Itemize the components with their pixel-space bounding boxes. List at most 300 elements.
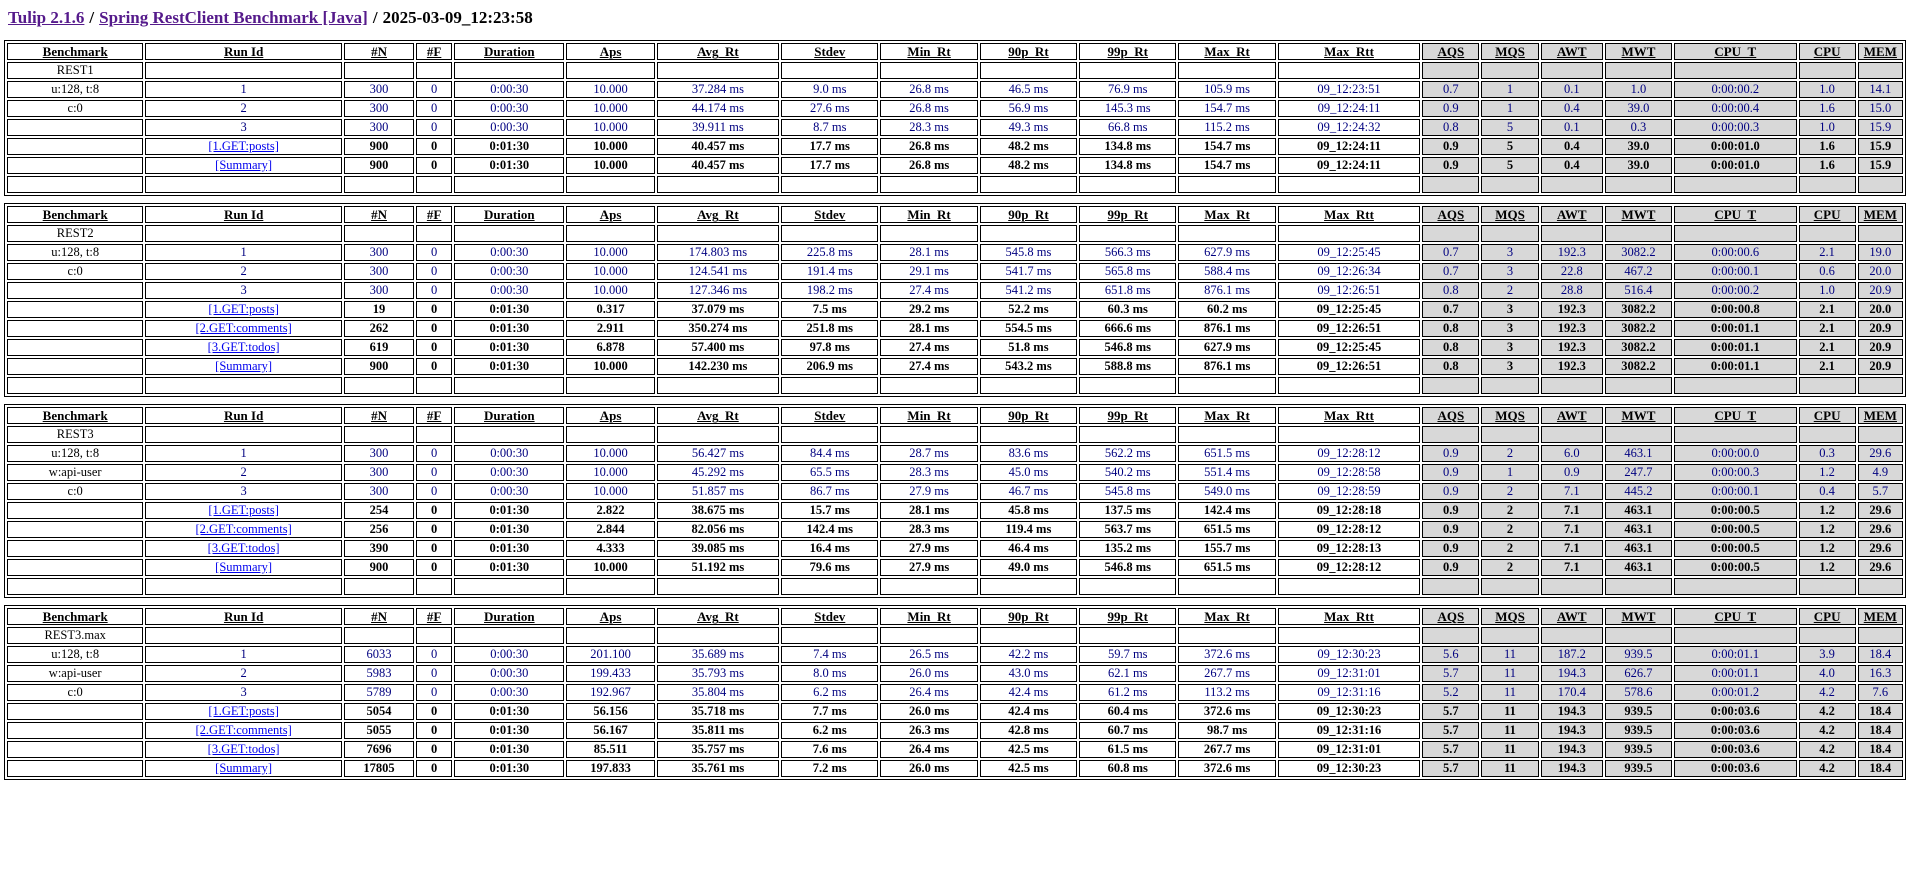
empty-cell [416, 426, 452, 443]
max-rtt-cell: 09_12:25:45 [1278, 301, 1420, 318]
max-rtt-cell: 09_12:28:12 [1278, 521, 1420, 538]
n-cell: 5054 [344, 703, 414, 720]
duration-cell: 0:01:30 [454, 301, 564, 318]
benchmark-cell: c:0 [7, 684, 143, 701]
mem-cell: 15.9 [1858, 157, 1903, 174]
min-rt-cell: 27.4 ms [880, 282, 977, 299]
benchmark-title-link[interactable]: Spring RestClient Benchmark [Java] [99, 8, 368, 27]
90p-rt-cell: 42.4 ms [980, 703, 1077, 720]
run-id-cell [145, 703, 342, 720]
column-header-run-id: Run Id [145, 608, 342, 625]
awt-cell: 7.1 [1541, 483, 1603, 500]
run-id-cell [145, 320, 342, 337]
column-header-f: #F [416, 608, 452, 625]
max-rt-cell: 876.1 ms [1178, 282, 1275, 299]
duration-cell: 0:01:30 [454, 540, 564, 557]
90p-rt-cell: 51.8 ms [980, 339, 1077, 356]
max-rt-cell: 588.4 ms [1178, 263, 1275, 280]
column-header-mem: MEM [1858, 608, 1903, 625]
mwt-cell: 3082.2 [1605, 244, 1672, 261]
column-header-mwt: MWT [1605, 608, 1672, 625]
mwt-cell: 39.0 [1605, 138, 1672, 155]
benchmark-name-cell: REST1 [7, 62, 143, 79]
empty-cell [454, 377, 564, 394]
n-cell: 300 [344, 244, 414, 261]
max-rt-cell: 154.7 ms [1178, 138, 1275, 155]
run-link[interactable]: [2.GET:comments] [195, 723, 292, 737]
mqs-cell: 11 [1481, 665, 1538, 682]
cpu-cell: 1.6 [1799, 157, 1856, 174]
mwt-cell: 463.1 [1605, 521, 1672, 538]
table-row [7, 339, 1903, 356]
mqs-cell: 11 [1481, 646, 1538, 663]
column-header-aps: Aps [566, 608, 654, 625]
awt-cell: 194.3 [1541, 760, 1603, 777]
99p-rt-cell: 565.8 ms [1079, 263, 1176, 280]
mem-cell: 20.9 [1858, 358, 1903, 375]
column-header-row [7, 43, 1903, 60]
aps-cell: 10.000 [566, 244, 654, 261]
mqs-cell: 1 [1481, 81, 1538, 98]
run-link[interactable]: [2.GET:comments] [195, 522, 292, 536]
empty-cell [781, 377, 878, 394]
cpu-t-cell: 0:00:01.0 [1674, 157, 1796, 174]
f-cell: 0 [416, 301, 452, 318]
cpu-t-cell: 0:00:00.5 [1674, 540, 1796, 557]
min-rt-cell: 26.8 ms [880, 138, 977, 155]
empty-cell [1674, 426, 1796, 443]
min-rt-cell: 28.1 ms [880, 320, 977, 337]
empty-cell [1605, 627, 1672, 644]
aqs-cell: 5.7 [1422, 703, 1479, 720]
f-cell: 0 [416, 646, 452, 663]
column-header-stdev: Stdev [781, 206, 878, 223]
column-header-90p-rt: 90p_Rt [980, 206, 1077, 223]
empty-cell [657, 225, 779, 242]
aps-cell: 6.878 [566, 339, 654, 356]
benchmark-cell [7, 282, 143, 299]
run-id-cell [145, 138, 342, 155]
max-rtt-cell: 09_12:28:58 [1278, 464, 1420, 481]
aqs-cell: 5.7 [1422, 665, 1479, 682]
99p-rt-cell: 60.7 ms [1079, 722, 1176, 739]
mem-cell: 18.4 [1858, 722, 1903, 739]
column-header-min-rt: Min_Rt [880, 43, 977, 60]
max-rt-cell: 142.4 ms [1178, 502, 1275, 519]
benchmark-cell [7, 119, 143, 136]
cpu-cell: 1.6 [1799, 100, 1856, 117]
empty-cell [1541, 627, 1603, 644]
report-timestamp: 2025-03-09_12:23:58 [382, 8, 533, 27]
empty-cell [145, 377, 342, 394]
mem-cell: 29.6 [1858, 502, 1903, 519]
aps-cell: 10.000 [566, 100, 654, 117]
table-row [7, 119, 1903, 136]
empty-cell [781, 578, 878, 595]
table-row [7, 464, 1903, 481]
empty-cell [454, 225, 564, 242]
90p-rt-cell: 42.2 ms [980, 646, 1077, 663]
stdev-cell: 8.0 ms [781, 665, 878, 682]
column-header-mem: MEM [1858, 206, 1903, 223]
awt-cell: 0.4 [1541, 157, 1603, 174]
run-link[interactable]: [3.GET:todos] [207, 541, 280, 555]
min-rt-cell: 28.7 ms [880, 445, 977, 462]
empty-cell [566, 377, 654, 394]
cpu-t-cell: 0:00:00.1 [1674, 483, 1796, 500]
column-header-duration: Duration [454, 206, 564, 223]
empty-cell [1858, 225, 1903, 242]
aqs-cell: 0.9 [1422, 521, 1479, 538]
stdev-cell: 86.7 ms [781, 483, 878, 500]
empty-cell [454, 627, 564, 644]
benchmark-name-cell: REST3.max [7, 627, 143, 644]
max-rt-cell: 60.2 ms [1178, 301, 1275, 318]
empty-cell [781, 426, 878, 443]
cpu-cell: 2.1 [1799, 320, 1856, 337]
awt-cell: 22.8 [1541, 263, 1603, 280]
mem-cell: 14.1 [1858, 81, 1903, 98]
page-header [8, 8, 1906, 28]
empty-cell [1278, 225, 1420, 242]
table-row [7, 521, 1903, 538]
column-header-mqs: MQS [1481, 206, 1538, 223]
mem-cell: 15.9 [1858, 119, 1903, 136]
mem-cell: 29.6 [1858, 559, 1903, 576]
min-rt-cell: 26.8 ms [880, 157, 977, 174]
90p-rt-cell: 46.5 ms [980, 81, 1077, 98]
empty-cell [1178, 377, 1275, 394]
aps-cell: 10.000 [566, 81, 654, 98]
99p-rt-cell: 540.2 ms [1079, 464, 1176, 481]
avg-rt-cell: 35.718 ms [657, 703, 779, 720]
column-header-mwt: MWT [1605, 206, 1672, 223]
stdev-cell: 142.4 ms [781, 521, 878, 538]
avg-rt-cell: 82.056 ms [657, 521, 779, 538]
run-id-cell [145, 540, 342, 557]
max-rtt-cell: 09_12:28:18 [1278, 502, 1420, 519]
aqs-cell: 0.8 [1422, 358, 1479, 375]
mqs-cell: 11 [1481, 760, 1538, 777]
avg-rt-cell: 39.085 ms [657, 540, 779, 557]
aqs-cell: 0.8 [1422, 119, 1479, 136]
column-header-cpu-t: CPU_T [1674, 407, 1796, 424]
aps-cell: 10.000 [566, 138, 654, 155]
mqs-cell: 1 [1481, 464, 1538, 481]
f-cell: 0 [416, 760, 452, 777]
benchmark-cell [7, 301, 143, 318]
90p-rt-cell: 43.0 ms [980, 665, 1077, 682]
empty-cell [1278, 62, 1420, 79]
table-row [7, 760, 1903, 777]
empty-cell [880, 578, 977, 595]
column-header-max-rt: Max_Rt [1178, 43, 1275, 60]
avg-rt-cell: 35.757 ms [657, 741, 779, 758]
column-header-awt: AWT [1541, 43, 1603, 60]
benchmark-cell [7, 722, 143, 739]
stdev-cell: 198.2 ms [781, 282, 878, 299]
tulip-version-link[interactable]: Tulip 2.1.6 [8, 8, 85, 27]
cpu-t-cell: 0:00:01.1 [1674, 339, 1796, 356]
max-rt-cell: 267.7 ms [1178, 665, 1275, 682]
empty-cell [1079, 627, 1176, 644]
empty-cell [1481, 176, 1538, 193]
mem-cell: 18.4 [1858, 646, 1903, 663]
cpu-cell: 4.2 [1799, 684, 1856, 701]
benchmark-cell [7, 540, 143, 557]
benchmark-cell [7, 703, 143, 720]
run-link[interactable]: [3.GET:todos] [207, 340, 280, 354]
mwt-cell: 939.5 [1605, 722, 1672, 739]
99p-rt-cell: 66.8 ms [1079, 119, 1176, 136]
empty-cell [1079, 176, 1176, 193]
run-link[interactable]: [Summary] [215, 761, 273, 775]
mwt-cell: 463.1 [1605, 445, 1672, 462]
cpu-t-cell: 0:00:00.5 [1674, 502, 1796, 519]
benchmark-tables [4, 40, 1906, 780]
aqs-cell: 0.8 [1422, 320, 1479, 337]
awt-cell: 0.9 [1541, 464, 1603, 481]
avg-rt-cell: 57.400 ms [657, 339, 779, 356]
mem-cell: 29.6 [1858, 540, 1903, 557]
cpu-cell: 4.2 [1799, 722, 1856, 739]
table-row [7, 665, 1903, 682]
mem-cell: 4.9 [1858, 464, 1903, 481]
column-header-avg-rt: Avg_Rt [657, 407, 779, 424]
column-header-duration: Duration [454, 43, 564, 60]
empty-cell [1799, 426, 1856, 443]
empty-cell [1541, 578, 1603, 595]
empty-cell [880, 426, 977, 443]
empty-cell [980, 578, 1077, 595]
benchmark-label-row [7, 62, 1903, 79]
run-link[interactable]: [1.GET:posts] [208, 704, 279, 718]
run-link[interactable]: [2.GET:comments] [195, 321, 292, 335]
table-row [7, 722, 1903, 739]
empty-cell [1541, 377, 1603, 394]
f-cell: 0 [416, 320, 452, 337]
max-rtt-cell: 09_12:30:23 [1278, 646, 1420, 663]
mem-cell: 16.3 [1858, 665, 1903, 682]
cpu-cell: 4.0 [1799, 665, 1856, 682]
benchmark-table-rest3-max [4, 605, 1906, 780]
max-rt-cell: 627.9 ms [1178, 244, 1275, 261]
column-header-duration: Duration [454, 608, 564, 625]
run-id-cell: 1 [145, 81, 342, 98]
benchmark-cell: u:128, t:8 [7, 646, 143, 663]
table-row [7, 646, 1903, 663]
benchmark-label-row [7, 627, 1903, 644]
f-cell: 0 [416, 559, 452, 576]
min-rt-cell: 28.1 ms [880, 244, 977, 261]
aps-cell: 10.000 [566, 263, 654, 280]
max-rt-cell: 154.7 ms [1178, 100, 1275, 117]
empty-cell [1481, 377, 1538, 394]
header-separator: / [372, 8, 378, 27]
empty-cell [1541, 426, 1603, 443]
spacer-row [7, 176, 1903, 193]
awt-cell: 192.3 [1541, 320, 1603, 337]
aqs-cell: 0.7 [1422, 301, 1479, 318]
n-cell: 17805 [344, 760, 414, 777]
run-id-cell [145, 339, 342, 356]
cpu-t-cell: 0:00:01.0 [1674, 138, 1796, 155]
aqs-cell: 0.9 [1422, 100, 1479, 117]
table-row [7, 157, 1903, 174]
cpu-t-cell: 0:00:00.6 [1674, 244, 1796, 261]
column-header-run-id: Run Id [145, 206, 342, 223]
awt-cell: 6.0 [1541, 445, 1603, 462]
mem-cell: 20.0 [1858, 301, 1903, 318]
cpu-cell: 1.2 [1799, 502, 1856, 519]
99p-rt-cell: 546.8 ms [1079, 339, 1176, 356]
header-separator: / [89, 8, 95, 27]
column-header-benchmark: Benchmark [7, 608, 143, 625]
avg-rt-cell: 142.230 ms [657, 358, 779, 375]
f-cell: 0 [416, 157, 452, 174]
90p-rt-cell: 46.4 ms [980, 540, 1077, 557]
aps-cell: 10.000 [566, 119, 654, 136]
cpu-t-cell: 0:00:00.4 [1674, 100, 1796, 117]
empty-cell [1079, 578, 1176, 595]
column-header-mwt: MWT [1605, 407, 1672, 424]
empty-cell [980, 62, 1077, 79]
f-cell: 0 [416, 502, 452, 519]
column-header-max-rt: Max_Rt [1178, 608, 1275, 625]
run-link[interactable]: [Summary] [215, 359, 273, 373]
benchmark-cell: c:0 [7, 483, 143, 500]
aps-cell: 2.844 [566, 521, 654, 538]
max-rt-cell: 155.7 ms [1178, 540, 1275, 557]
empty-cell [1799, 578, 1856, 595]
empty-cell [1858, 627, 1903, 644]
90p-rt-cell: 543.2 ms [980, 358, 1077, 375]
run-link[interactable]: [Summary] [215, 158, 273, 172]
empty-cell [344, 377, 414, 394]
benchmark-cell [7, 521, 143, 538]
column-header-min-rt: Min_Rt [880, 206, 977, 223]
benchmark-cell: u:128, t:8 [7, 445, 143, 462]
mwt-cell: 516.4 [1605, 282, 1672, 299]
run-id-cell: 3 [145, 684, 342, 701]
awt-cell: 0.1 [1541, 119, 1603, 136]
awt-cell: 192.3 [1541, 339, 1603, 356]
column-header-benchmark: Benchmark [7, 206, 143, 223]
cpu-cell: 0.4 [1799, 483, 1856, 500]
column-header-mem: MEM [1858, 407, 1903, 424]
empty-cell [1178, 176, 1275, 193]
f-cell: 0 [416, 540, 452, 557]
90p-rt-cell: 545.8 ms [980, 244, 1077, 261]
awt-cell: 170.4 [1541, 684, 1603, 701]
awt-cell: 0.4 [1541, 100, 1603, 117]
mem-cell: 20.9 [1858, 339, 1903, 356]
table-row [7, 282, 1903, 299]
run-link[interactable]: [1.GET:posts] [208, 503, 279, 517]
column-header-benchmark: Benchmark [7, 407, 143, 424]
table-row [7, 540, 1903, 557]
n-cell: 256 [344, 521, 414, 538]
max-rtt-cell: 09_12:31:16 [1278, 722, 1420, 739]
table-row [7, 445, 1903, 462]
run-link[interactable]: [Summary] [215, 560, 273, 574]
empty-cell [1422, 62, 1479, 79]
empty-cell [1605, 176, 1672, 193]
cpu-cell: 1.2 [1799, 521, 1856, 538]
run-link[interactable]: [1.GET:posts] [208, 302, 279, 316]
benchmark-cell [7, 760, 143, 777]
n-cell: 5055 [344, 722, 414, 739]
duration-cell: 0:01:30 [454, 760, 564, 777]
column-header-row [7, 608, 1903, 625]
aqs-cell: 0.7 [1422, 244, 1479, 261]
empty-cell [1481, 627, 1538, 644]
aps-cell: 10.000 [566, 358, 654, 375]
max-rtt-cell: 09_12:28:13 [1278, 540, 1420, 557]
table-row [7, 263, 1903, 280]
max-rtt-cell: 09_12:28:12 [1278, 445, 1420, 462]
column-header-n: #N [344, 206, 414, 223]
avg-rt-cell: 51.857 ms [657, 483, 779, 500]
f-cell: 0 [416, 521, 452, 538]
run-link[interactable]: [3.GET:todos] [207, 742, 280, 756]
mqs-cell: 5 [1481, 157, 1538, 174]
cpu-cell: 1.2 [1799, 540, 1856, 557]
empty-cell [1605, 225, 1672, 242]
mqs-cell: 3 [1481, 244, 1538, 261]
90p-rt-cell: 42.8 ms [980, 722, 1077, 739]
empty-cell [1422, 176, 1479, 193]
run-link[interactable]: [1.GET:posts] [208, 139, 279, 153]
empty-cell [1605, 578, 1672, 595]
aqs-cell: 0.9 [1422, 540, 1479, 557]
max-rt-cell: 98.7 ms [1178, 722, 1275, 739]
cpu-t-cell: 0:00:00.3 [1674, 464, 1796, 481]
90p-rt-cell: 541.7 ms [980, 263, 1077, 280]
column-header-avg-rt: Avg_Rt [657, 43, 779, 60]
benchmark-label-row [7, 225, 1903, 242]
empty-cell [454, 176, 564, 193]
99p-rt-cell: 562.2 ms [1079, 445, 1176, 462]
benchmark-cell: c:0 [7, 263, 143, 280]
awt-cell: 194.3 [1541, 741, 1603, 758]
90p-rt-cell: 56.9 ms [980, 100, 1077, 117]
column-header-min-rt: Min_Rt [880, 407, 977, 424]
90p-rt-cell: 52.2 ms [980, 301, 1077, 318]
cpu-t-cell: 0:00:03.6 [1674, 741, 1796, 758]
empty-cell [416, 225, 452, 242]
empty-cell [1674, 176, 1796, 193]
empty-cell [566, 176, 654, 193]
cpu-cell: 1.0 [1799, 81, 1856, 98]
99p-rt-cell: 134.8 ms [1079, 157, 1176, 174]
empty-cell [1541, 225, 1603, 242]
duration-cell: 0:00:30 [454, 100, 564, 117]
empty-cell [566, 578, 654, 595]
empty-cell [7, 377, 143, 394]
empty-cell [1422, 225, 1479, 242]
empty-cell [1605, 377, 1672, 394]
benchmark-cell: u:128, t:8 [7, 244, 143, 261]
empty-cell [1278, 176, 1420, 193]
benchmark-cell [7, 502, 143, 519]
awt-cell: 0.1 [1541, 81, 1603, 98]
benchmark-cell [7, 138, 143, 155]
mwt-cell: 0.3 [1605, 119, 1672, 136]
empty-cell [1481, 578, 1538, 595]
99p-rt-cell: 60.3 ms [1079, 301, 1176, 318]
aqs-cell: 0.9 [1422, 502, 1479, 519]
